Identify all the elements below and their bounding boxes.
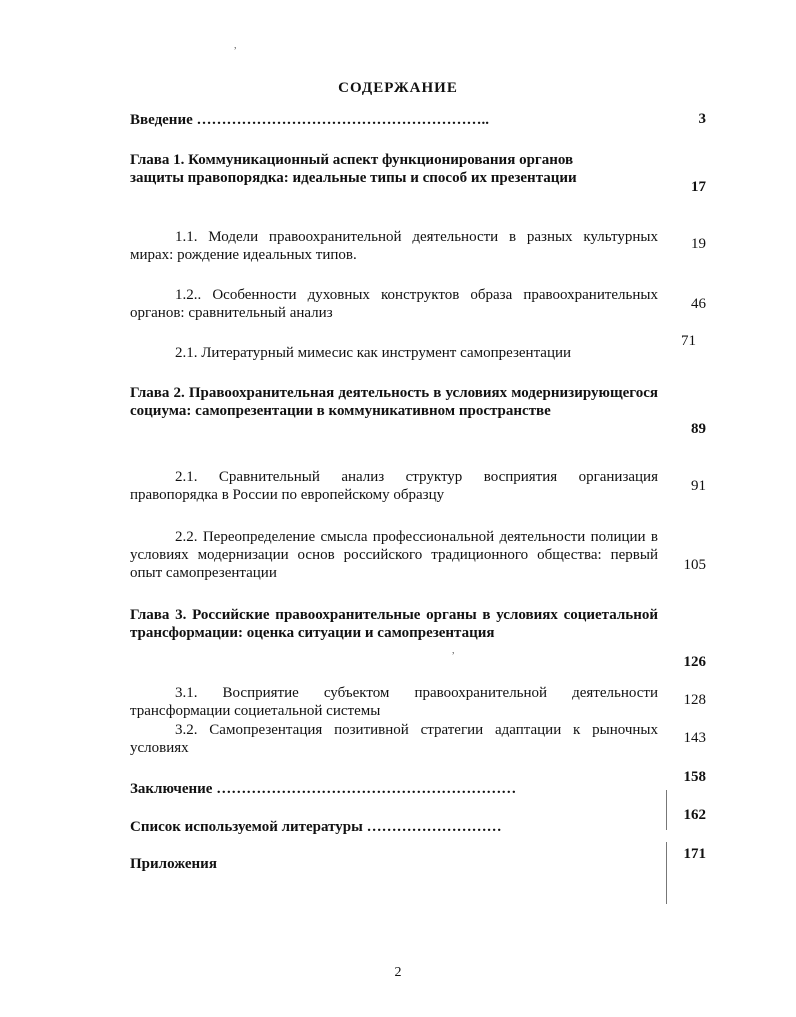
toc-entry-chapter-2[interactable]: Глава 2. Правоохранительная деятельность в условиях модернизирующегося социума: самопрезентации в коммуникативном пространстве bbox=[130, 385, 658, 419]
toc-page-number: 19 bbox=[691, 236, 706, 252]
toc-leader-dots: …………………………………………………… bbox=[216, 781, 517, 797]
toc-page-number: 17 bbox=[691, 179, 706, 195]
toc-page-number: 46 bbox=[691, 296, 706, 312]
toc-page-number: 162 bbox=[683, 807, 706, 823]
toc-page-number: 71 bbox=[681, 333, 696, 349]
toc-entry-label: Список используемой литературы bbox=[130, 819, 363, 835]
toc-page-number: 89 bbox=[691, 421, 706, 437]
toc-page-number: 3 bbox=[698, 111, 706, 127]
toc-entry-section-1-1[interactable]: 1.1. Модели правоохранительной деятельности в разных культурных мирах: рождение идеальных типов. bbox=[130, 229, 658, 263]
toc-entry-conclusion[interactable] bbox=[130, 780, 580, 798]
toc-entry-section-1-2[interactable]: 1.2.. Особенности духовных конструктов образа правоохранительных органов: сравнительный анализ bbox=[130, 287, 658, 321]
toc-page-number: 171 bbox=[683, 846, 706, 862]
toc-page-number: 128 bbox=[683, 692, 706, 708]
scan-artifact-mark: , bbox=[452, 645, 455, 656]
page-title: СОДЕРЖАНИЕ bbox=[338, 80, 458, 96]
toc-entry-bibliography[interactable] bbox=[130, 818, 570, 836]
toc-entry-section-2-1[interactable]: 2.1. Сравнительный анализ структур восприятия организация правопорядка в России по европейскому образцу bbox=[130, 469, 658, 503]
toc-entry-chapter-3[interactable]: Глава 3. Российские правоохранительные органы в условиях социетальной трансформации: оценка ситуации и самопрезентация bbox=[130, 607, 658, 641]
toc-page-number: 158 bbox=[683, 769, 706, 785]
toc-entry-section-2-1-mimesis[interactable]: 2.1. Литературный мимесис как инструмент самопрезентации bbox=[175, 345, 572, 361]
toc-leader-dots: ………………………………………………….. bbox=[196, 112, 490, 128]
scan-artifact-line bbox=[666, 790, 667, 830]
toc-entry-appendices[interactable]: Приложения bbox=[130, 856, 217, 872]
toc-entry-introduction[interactable] bbox=[130, 111, 660, 129]
scan-artifact-mark: , bbox=[234, 40, 237, 51]
toc-leader-dots: ……………………… bbox=[366, 819, 502, 835]
toc-entry-section-2-2[interactable]: 2.2. Переопределение смысла профессиональной деятельности полиции в условиях модернизации основ российского традиционного общества: первый опыт самопрезентации bbox=[130, 529, 658, 581]
page-number-footer: 2 bbox=[394, 965, 402, 980]
toc-entry-section-3-1[interactable]: 3.1. Восприятие субъектом правоохранительной деятельности трансформации социетальной системы bbox=[130, 685, 658, 719]
toc-page-number: 105 bbox=[683, 557, 706, 573]
toc-entry-chapter-1[interactable]: Глава 1. Коммуникационный аспект функционирования органов защиты правопорядка: идеальные типы и способ их презентации bbox=[130, 152, 577, 186]
scan-artifact-line bbox=[666, 842, 667, 904]
toc-page-number: 91 bbox=[691, 478, 706, 494]
toc-page-number: 143 bbox=[683, 730, 706, 746]
toc-entry-label: Заключение bbox=[130, 781, 213, 797]
toc-entry-label: Введение bbox=[130, 112, 193, 128]
toc-entry-section-3-2[interactable]: 3.2. Самопрезентация позитивной стратегии адаптации к рыночных условиях bbox=[130, 722, 658, 756]
toc-page-number: 126 bbox=[683, 654, 706, 670]
